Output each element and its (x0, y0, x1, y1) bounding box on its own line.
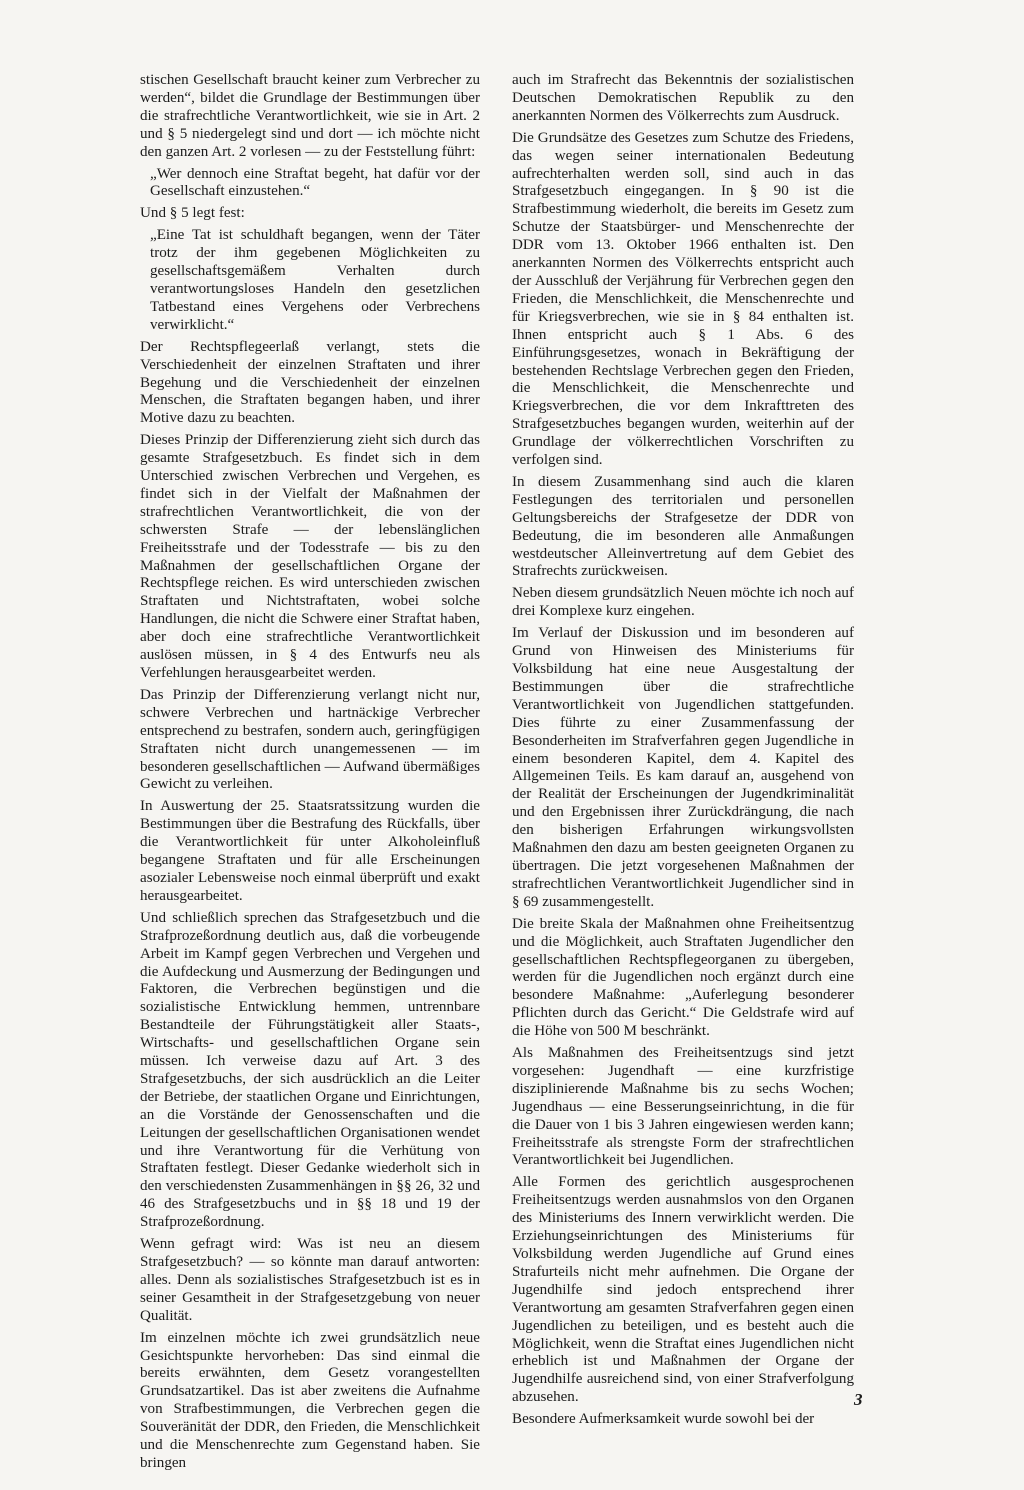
paragraph: In diesem Zusammenhang sind auch die klaren Festlegungen des territorialen und personellen Geltungsbereichs der Strafgesetze der DDR von Bedeutung, die im besonderen alle Anmaßungen westdeutscher Alleinvertretung auf dem Gebiet des Strafrechts zurückweisen. (512, 473, 854, 580)
paragraph: stischen Gesellschaft braucht keiner zum Verbrecher zu werden“, bildet die Grundlage der Bestimmungen über die strafrechtliche Verantwortlichkeit, wie sie in Art. 2 und § 5 niedergelegt sind und dort — ich möchte nicht den ganzen Art. 2 vorlesen — zu der Feststellung führt: (140, 72, 480, 160)
paragraph: Das Prinzip der Differenzierung verlangt nicht nur, schwere Verbrechen und hartnäckige Verbrecher entsprechend zu bestrafen, sondern auch, geringfügigen Straftaten nicht durch unangemessenen — im besonderen gesellschaftlichen — Aufwand übermäßiges Gewicht zu verleihen. (140, 686, 480, 793)
right-column (512, 72, 854, 1433)
paragraph: Dieses Prinzip der Differenzierung zieht sich durch das gesamte Strafgesetzbuch. Es findet sich in dem Unterschied zwischen Verbrechen und Vergehen, es findet sich in der Vielfalt der Maßnahmen der strafrechtlichen Verantwortlichkeit, die von der schwersten Strafe — der lebenslänglichen Freiheitsstrafe und der Todesstrafe — bis zu den Maßnahmen der gesellschaftlichen Organe der Rechtspflege reichen. Es wird unterschieden zwischen Straftaten und Nichtstraftaten, wobei solche Handlungen, die nicht die Schwere einer Straftat haben, aber doch eine strafrechtliche Verantwortlichkeit auslösen müssen, in § 4 des Entwurfs neu als Verfehlungen herausgearbeitet werden. (140, 432, 480, 681)
left-column (140, 72, 480, 1477)
paragraph: Besondere Aufmerksamkeit wurde sowohl bei der (512, 1411, 815, 1428)
paragraph: Die Grundsätze des Gesetzes zum Schutze des Friedens, das wegen seiner internationalen Bedeutung aufrechterhalten werden soll, sind auch in das Strafgesetzbuch eingegangen. In § 90 ist die Strafbestimmung wiederholt, die bereits im Gesetz zum Schutze der Staatsbürger- und Menschenrechte der DDR vom 13. Oktober 1966 enthalten ist. Den anerkannten Normen des Völkerrechts entspricht auch der Ausschluß der Verjährung für Verbrechen gegen den Frieden, die Menschlichkeit, die Menschenrechte und für Kriegsverbrechen, wie sie in § 84 enthalten ist. Ihnen entspricht auch § 1 Abs. 6 des Einführungsgesetzes, wonach in Bekräftigung der bestehenden Rechtslage Verbrechen gegen den Frieden, die Menschlichkeit, die Menschenrechte und Kriegsverbrechen, die vor dem Inkrafttreten des Strafgesetzbuches begangen wurden, weiterhin auf der Grundlage der völkerrechtlichen Vorschriften zu verfolgen sind. (512, 129, 854, 469)
paragraph: Im Verlauf der Diskussion und im besonderen auf Grund von Hinweisen des Ministeriums für Volksbildung hat eine neue Ausgestaltung der Bestimmungen über die strafrechtliche Verantwortlichkeit von Jugendlichen stattgefunden. Dies führte zu einer Zusammenfassung der Besonderheiten im Strafverfahren gegen Jugendliche in einem besonderen Kapitel, dem 4. Kapitel des Allgemeinen Teils. Es kam darauf an, ausgehend von der Realität der Erscheinungen der Jugendkriminalität und den Ergebnissen ihrer Zurückdrängung, die nach den bisherigen Erfahrungen wirkungsvollsten Maßnahmen den dazu am besten geeigneten Organen zu übertragen. Die jetzt vorgesehenen Maßnahmen der strafrechtlichen Verantwortlichkeit Jugendlicher sind in § 69 zusammengestellt. (512, 625, 854, 910)
paragraph: Als Maßnahmen des Freiheitsentzugs sind jetzt vorgesehen: Jugendhaft — eine kurzfristige disziplinierende Maßnahme bis zu sechs Wochen; Jugendhaus — eine Besserungseinrichtung, in die für die Dauer von 1 bis 3 Jahren eingewiesen werden kann; Freiheitsstrafe als strengste Form der strafrechtlichen Verantwortlichkeit bei Jugendlichen. (512, 1045, 854, 1169)
paragraph: „Eine Tat ist schuldhaft begangen, wenn der Täter trotz der ihm gegebenen Möglichkeiten zu gesellschaftsgemäßem Verhalten durch verantwortungsloses Handeln den gesetzlichen Tatbestand eines Vergehens oder Verbrechens verwirklicht.“ (150, 227, 480, 333)
paragraph: Und § 5 legt fest: (140, 205, 245, 222)
paragraph: Neben diesem grundsätzlich Neuen möchte ich noch auf drei Komplexe kurz eingehen. (512, 585, 854, 620)
paragraph: Alle Formen des gerichtlich ausgesprochenen Freiheitsentzugs werden ausnahmslos von den Organen des Ministeriums des Innern verwirklicht werden. Die Erziehungseinrichtungen des Ministeriums für Volksbildung werden Jugendliche auf Grund eines Strafurteils nicht mehr aufnehmen. Die Organe der Jugendhilfe sind jedoch entsprechend ihrer Verantwortung am gesamten Strafverfahren gegen einen Jugendlichen zu beteiligen, und es besteht auch die Möglichkeit, wenn die Straftat eines Jugendlichen nicht erheblich ist und Maßnahmen der Organe der Jugendhilfe ausreichend sind, von einer Strafverfolgung abzusehen. (512, 1174, 854, 1406)
paragraph: Die breite Skala der Maßnahmen ohne Freiheitsentzug und die Möglichkeit, auch Straftaten Jugendlicher den gesellschaftlichen Rechtspflegeorganen zu übergeben, werden für die Jugendlichen noch ergänzt durch eine besondere Maßnahme: „Auferlegung besonderer Pflichten durch das Gericht.“ Die Geldstrafe wird auf die Höhe von 500 M beschränkt. (512, 915, 854, 1040)
paragraph: „Wer dennoch eine Straftat begeht, hat dafür vor der Gesellschaft einzustehen.“ (150, 165, 480, 200)
page-number: 3 (854, 1390, 863, 1409)
paragraph: In Auswertung der 25. Staatsratssitzung wurden die Bestimmungen über die Bestrafung des Rückfalls, über die Verantwortlichkeit für unter Alkoholeinfluß begangene Straftaten und für alle Erscheinungen asozialer Lebensweise noch einmal überprüft und exakt herausgearbeitet. (140, 798, 480, 904)
paragraph: Und schließlich sprechen das Strafgesetzbuch und die Strafprozeßordnung deutlich aus, daß die vorbeugende Arbeit im Kampf gegen Verbrechen und Vergehen und die Aufdeckung und Ausmerzung der Bedingungen und Faktoren, die Verbrechen begünstigen und die sozialistische Entwicklung hemmen, untrennbare Bestandteile der Führungstätigkeit aller Staats-, Wirtschafts- und gesellschaftlichen Organe sein müssen. Ich verweise dazu auf Art. 3 des Strafgesetzbuchs, der sich ausdrücklich an die Leiter der Betriebe, der staatlichen Organe und Einrichtungen, an die Vorstände der Genossenschaften und die Leitungen der gesellschaftlichen Organisationen wendet und ihre Verantwortung für die Verhütung von Straftaten festlegt. Dieser Gedanke wiederholt sich in den verschiedensten Zusammenhängen in §§ 26, 32 und 46 des Strafgesetzbuchs und in §§ 18 und 19 der Strafprozeßordnung. (140, 909, 480, 1231)
paragraph: auch im Strafrecht das Bekenntnis der sozialistischen Deutschen Demokratischen Republik zu den anerkannten Normen des Völkerrechts zum Ausdruck. (512, 72, 854, 124)
paragraph: Der Rechtspflegeerlaß verlangt, stets die Verschiedenheit der einzelnen Straftaten und ihrer Begehung und die Verschiedenheit der einzelnen Menschen, die Straftaten begangen haben, und ihrer Motive dazu zu beachten. (140, 338, 480, 427)
paragraph: Im einzelnen möchte ich zwei grundsätzlich neue Gesichtspunkte hervorheben: Das sind einmal die bereits erwähnten, dem Gesetz vorangestellten Grundsatzartikel. Das ist aber zweitens die Aufnahme von Strafbestimmungen, die Verbrechen gegen die Souveränität der DDR, den Frieden, die Menschlichkeit und die Menschenrechte zum Gegenstand haben. Sie bringen (140, 1329, 480, 1471)
paragraph: Wenn gefragt wird: Was ist neu an diesem Strafgesetzbuch? — so könnte man darauf antworten: alles. Denn als sozialistisches Strafgesetzbuch ist es in seiner Gesamtheit in der Strafgesetzgebung von neuer Qualität. (140, 1236, 480, 1324)
